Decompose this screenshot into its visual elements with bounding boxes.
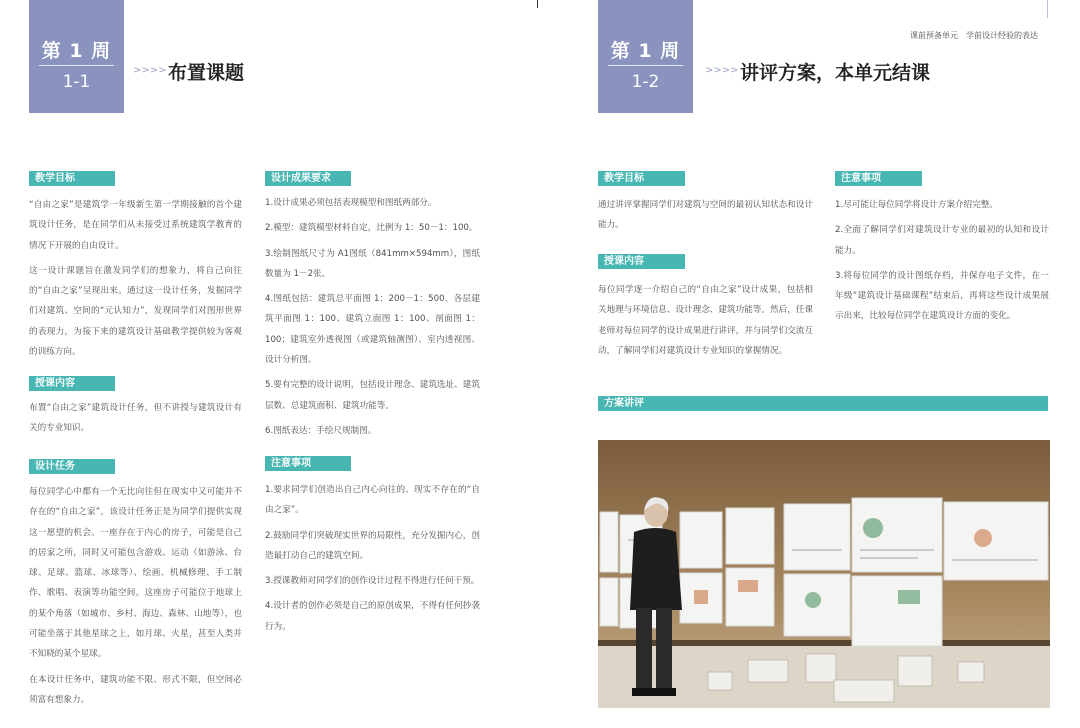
list-item: 1.要求同学们创造出自己内心向往的、现实不存在的“自由之家”。	[265, 485, 480, 516]
review-session-photo	[598, 440, 1050, 708]
paragraph: 每位同学逐一介绍自己的“自由之家”设计成果，包括相关地理与环境信息、设计理念、建筑功能等。然后，任课老师对每位同学的设计成果进行讲评，并与同学们交流互动，了解同学们对建筑设计专业知识的掌握情况。	[598, 285, 813, 356]
paragraph: 布置“自由之家”建筑设计任务，但不讲授与建筑设计有关的专业知识。	[29, 403, 242, 434]
lesson-number: 1-1	[62, 72, 91, 92]
list-item: 6.图纸表达：手绘尺规制图。	[265, 425, 377, 436]
list-item: 4.图纸包括：建筑总平面图 1：200－1：500、各层建筑平面图 1：100、建筑立面图 1：100、剖面图 1：100；建筑室外透视图（或建筑轴测图）、室内透视图、设计分析图。	[265, 294, 480, 366]
section-tag-notes: 注意事项	[265, 456, 351, 471]
section-tag-lecture-content: 授课内容	[598, 254, 685, 269]
lesson-number: 1-2	[631, 72, 660, 92]
teaching-goal-text	[29, 195, 242, 367]
list-item: 2.全面了解同学们对建筑设计专业的最初的认知和设计能力。	[835, 225, 1049, 256]
lesson-title: 讲评方案，本单元结课	[740, 62, 931, 84]
list-item: 5.要有完整的设计说明，包括设计理念、建筑选址、建筑层数、总建筑面积、建筑功能等。	[265, 380, 480, 411]
arrows-icon: >>>>	[133, 65, 167, 76]
lecture-content-text	[29, 398, 242, 444]
review-photo-illustration	[598, 440, 1050, 708]
list-item: 1.设计成果必须包括表现模型和图纸两部分。	[265, 198, 437, 208]
paragraph: 每位同学心中都有一个无比向往但在现实中又可能并不存在的“自由之家”，该设计任务正是为同学们提供实现这一愿望的机会。一座存在于内心的房子，可能是自己的居家之所，同时又可能包含游戏、运动（如游泳、台球、足球、篮球、冰球等）、绘画、机械修理、手工制作、歌唱、表演等功能空间。这座房子可能位于地球上的某个角落（如城市、乡村、海边、森林、山地等），也可能坐落于其他星球之上，如月球、火星，甚至人类并不知晓的某个星球。	[29, 487, 242, 660]
notes-list	[265, 480, 480, 642]
week-block-left	[29, 0, 124, 113]
paragraph: 这一设计课题旨在激发同学们的想象力，将自己向往的“自由之家”呈现出来。通过这一设计任务，发掘同学们对建筑、空间的“元认知力”，发现同学们对图形世界的表现力，为接下来的建筑设计基础教学提供较为客观的训练方向。	[29, 265, 242, 358]
section-tag-lecture-content: 授课内容	[29, 376, 115, 391]
section-tag-design-task: 设计任务	[29, 459, 115, 474]
section-tag-review: 方案讲评	[598, 396, 1048, 411]
section-tag-notes: 注意事项	[835, 171, 922, 186]
list-item: 3.授课教师对同学们的创作设计过程不得进行任何干预。	[265, 576, 480, 587]
week-divider	[39, 65, 114, 66]
running-header: 课前预备单元 学前设计经验的表达	[910, 31, 1038, 40]
list-item: 3.将每位同学的设计图纸存档，并保存电子文件，在一年级“建筑设计基础课程”结束后，再将这些设计成果展示出来，比较每位同学在建筑设计方面的变化。	[835, 270, 1049, 322]
paragraph: 在本设计任务中，建筑功能不限、形式不限，但空间必须富有想象力。	[29, 674, 242, 705]
center-tick	[537, 0, 538, 8]
notes-list	[835, 195, 1049, 332]
lecture-content-text	[598, 280, 813, 366]
list-item: 2.模型：建筑模型材料自定，比例为 1：50－1：100。	[265, 223, 478, 234]
lesson-title: 布置课题	[168, 62, 245, 84]
section-tag-deliverables: 设计成果要求	[265, 171, 351, 186]
section-tag-teaching-goal: 教学目标	[29, 171, 115, 186]
section-tag-teaching-goal: 教学目标	[598, 171, 685, 186]
week-block-right	[598, 0, 693, 113]
week-label: 第 1 周	[610, 40, 681, 62]
paragraph: “自由之家”是建筑学一年级新生第一学期接触的首个建筑设计任务，是在同学们从未接受过系统建筑学教育的情况下开展的自由设计。	[29, 200, 242, 251]
design-task-text	[29, 482, 242, 715]
page-edge-line	[1047, 0, 1048, 18]
list-item: 3.绘制图纸尺寸为 A1图纸（841mm×594mm），图纸数量为 1－2张。	[265, 248, 480, 279]
list-item: 4.设计者的创作必须是自己的原创成果，不得有任何抄袭行为。	[265, 601, 480, 632]
week-divider	[608, 65, 683, 66]
week-label: 第 1 周	[41, 40, 112, 62]
arrows-icon: >>>>	[705, 65, 739, 76]
deliverables-list	[265, 193, 480, 446]
list-item: 2.鼓励同学们突破现实世界的局限性，充分发掘内心，创造最打动自己的建筑空间。	[265, 530, 480, 561]
paragraph: 通过讲评掌握同学们对建筑与空间的最初认知状态和设计能力。	[598, 200, 813, 231]
list-item: 1.尽可能让每位同学将设计方案介绍完整。	[835, 200, 998, 210]
teaching-goal-text	[598, 195, 813, 241]
